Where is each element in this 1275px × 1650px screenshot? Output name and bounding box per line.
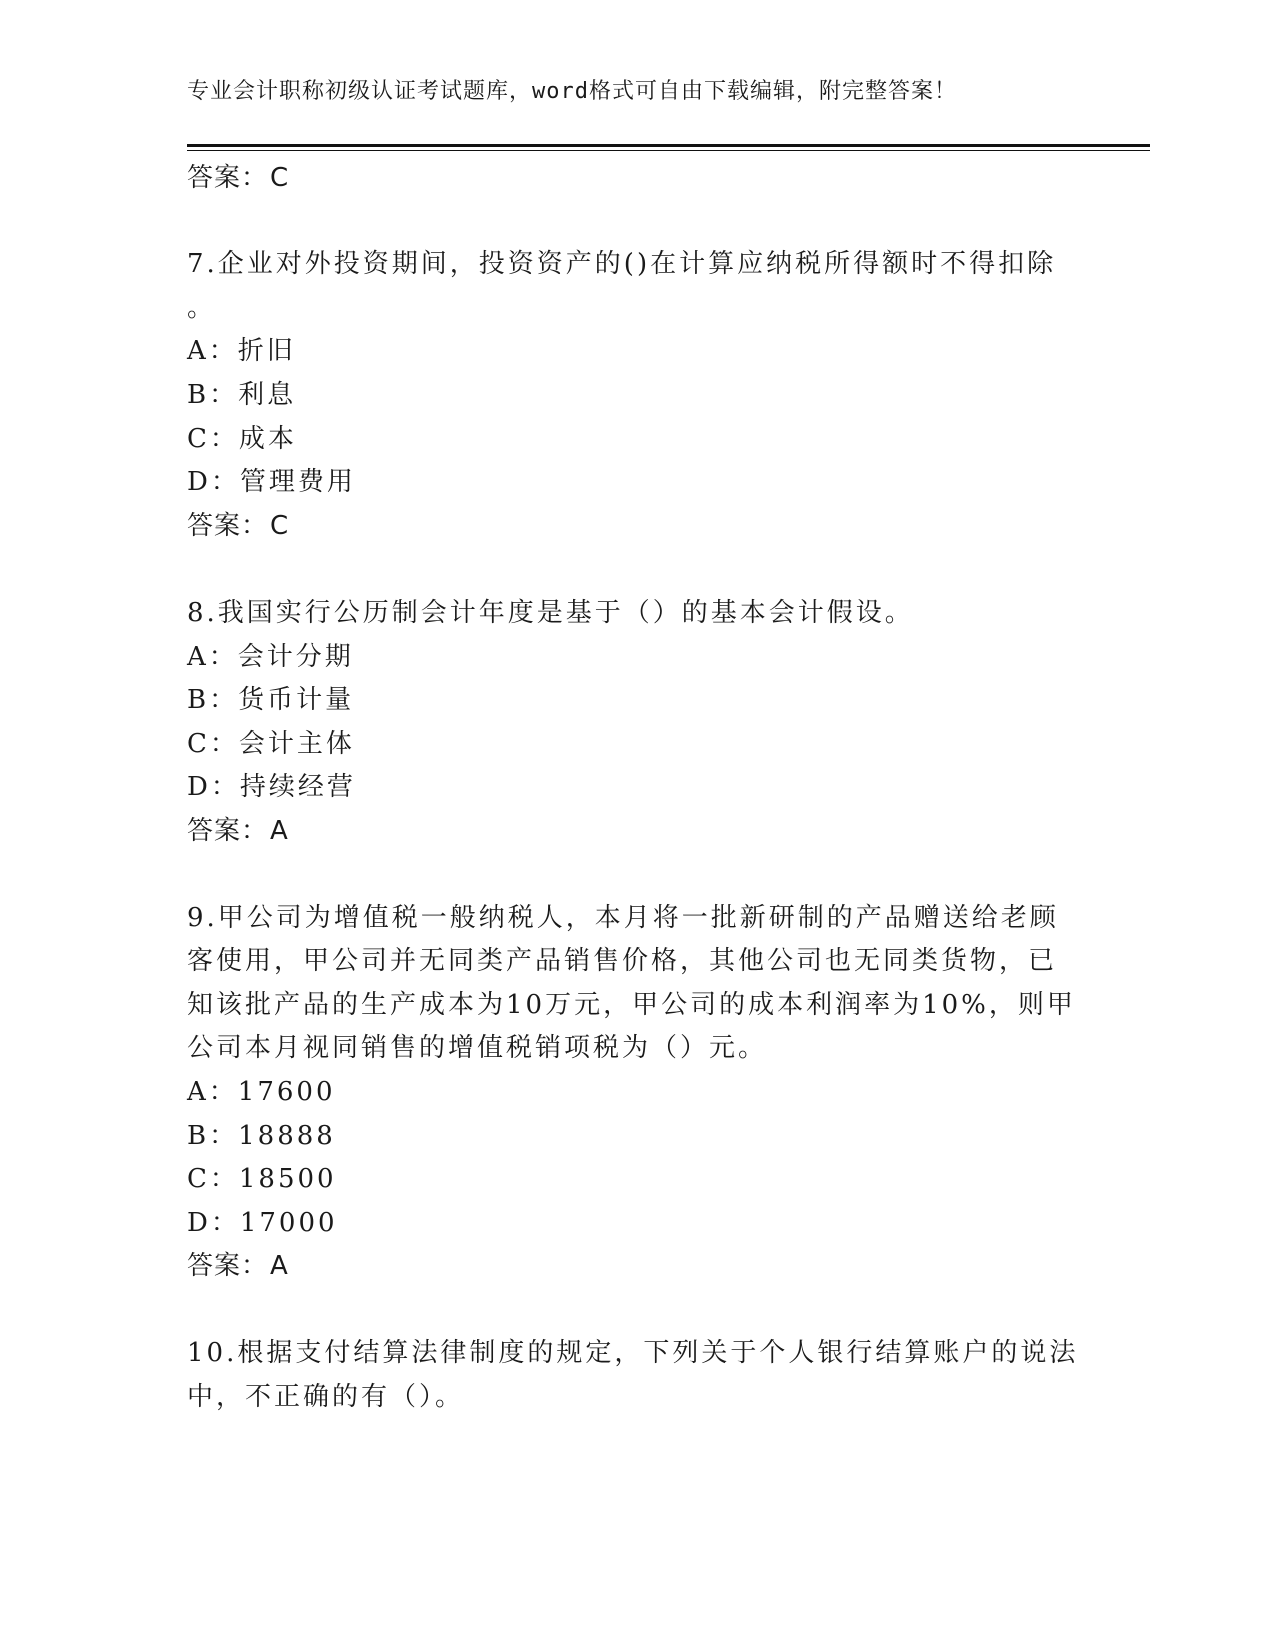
- option-c: C：会计主体: [187, 729, 355, 759]
- answer-value: A: [270, 816, 289, 846]
- option-b: B：利息: [187, 380, 297, 410]
- answer-line: [187, 1245, 289, 1282]
- question-text-line: 7.企业对外投资期间，投资资产的()在计算应纳税所得额时不得扣除: [187, 249, 1057, 279]
- option-a: A：会计分期: [187, 642, 354, 672]
- question-text-line: 10.根据支付结算法律制度的规定，下列关于个人银行结算账户的说法: [187, 1338, 1079, 1368]
- answer-label: 答案：: [187, 163, 269, 193]
- question-text-line: 。: [187, 293, 217, 323]
- option-a: A：17600: [187, 1077, 336, 1107]
- option-d: D：持续经营: [187, 772, 356, 802]
- question-text-line: 8.我国实行公历制会计年度是基于（）的基本会计假设。: [187, 598, 914, 628]
- question-text-line: 9.甲公司为增值税一般纳税人，本月将一批新研制的产品赠送给老顾: [187, 903, 1059, 933]
- option-d: D：17000: [187, 1208, 338, 1238]
- question-text-line: 客使用，甲公司并无同类产品销售价格，其他公司也无同类货物，已: [187, 946, 1058, 976]
- answer-label: 答案：: [187, 1251, 269, 1281]
- answer-label: 答案：: [187, 511, 269, 541]
- page-header: 专业会计职称初级认证考试题库，word格式可自由下载编辑，附完整答案！: [187, 79, 957, 104]
- answer-value: C: [270, 163, 290, 193]
- option-c: C：成本: [187, 424, 297, 454]
- answer-line: [187, 505, 289, 542]
- option-a: A：折旧: [187, 336, 296, 366]
- option-b: B：18888: [187, 1121, 336, 1151]
- option-d: D：管理费用: [187, 467, 356, 497]
- answer-line: [187, 157, 289, 194]
- answer-value: A: [270, 1251, 289, 1281]
- question-text-line: 中，不正确的有（）。: [187, 1382, 465, 1412]
- header-divider-thin: [187, 150, 1150, 151]
- option-c: C：18500: [187, 1164, 337, 1194]
- answer-label: 答案：: [187, 816, 269, 846]
- question-text-line: 知该批产品的生产成本为10万元，甲公司的成本利润率为10%，则甲: [187, 990, 1076, 1020]
- option-b: B：货币计量: [187, 685, 355, 715]
- answer-line: [187, 810, 289, 847]
- question-text-line: 公司本月视同销售的增值税销项税为（）元。: [187, 1033, 768, 1063]
- header-divider-thick: [187, 144, 1150, 147]
- answer-value: C: [270, 511, 290, 541]
